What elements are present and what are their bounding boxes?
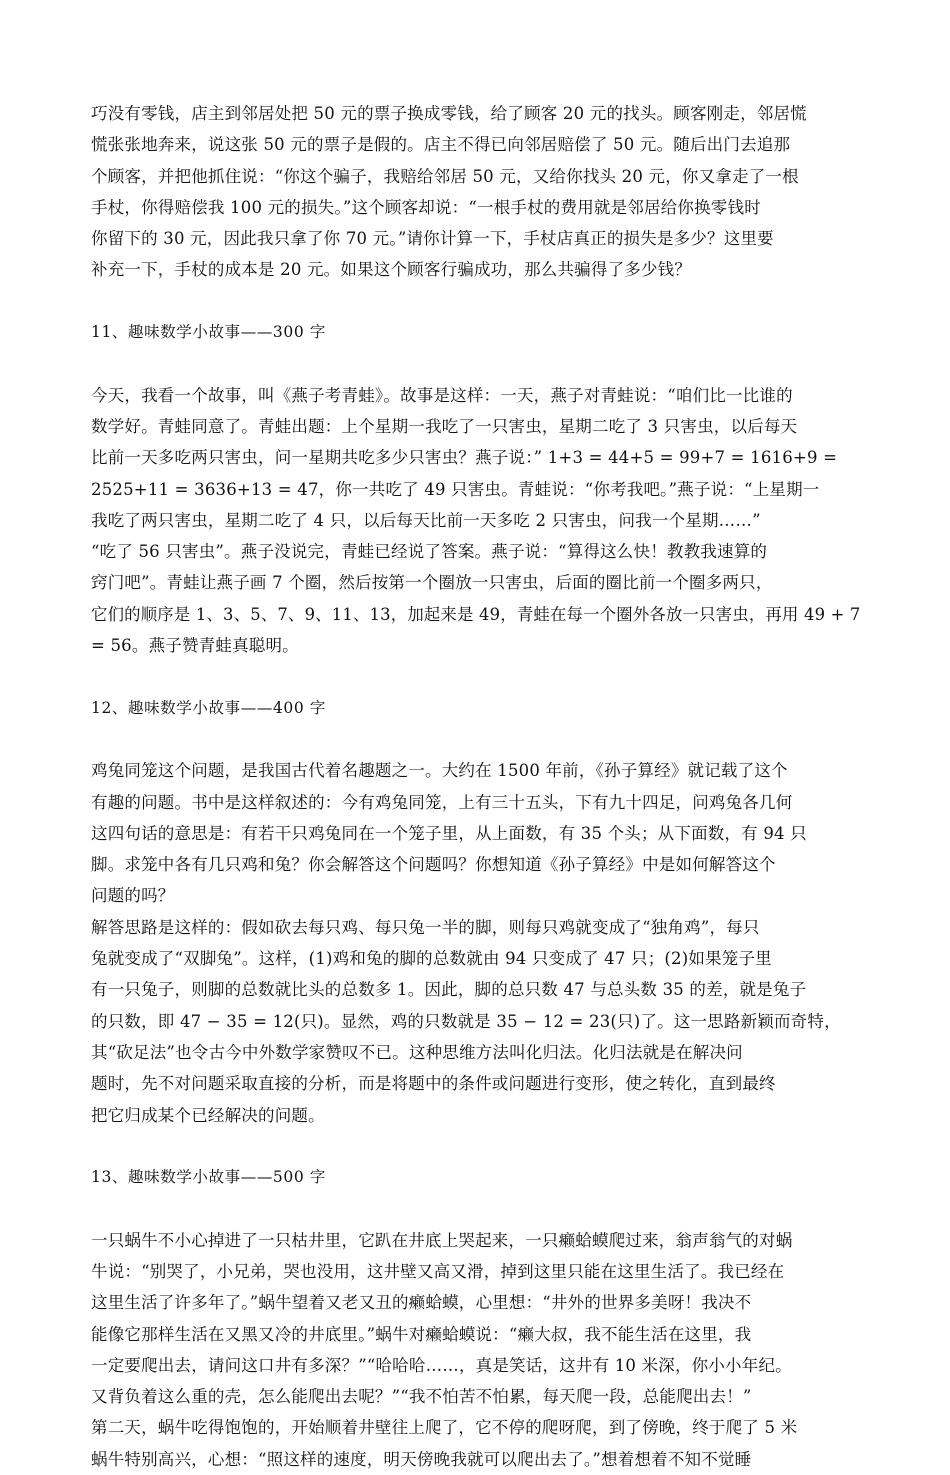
text-line: 我吃了两只害虫，星期二吃了 4 只，以后每天比前一天多吃 2 只害虫，问我一个星期……” <box>91 510 761 530</box>
text-line: 鸡兔同笼这个问题，是我国古代着名趣题之一。大约在 1500 年前，《孙子算经》就记载了这个 <box>91 761 788 781</box>
text-line: 比前一天多吃两只害虫，问一星期共吃多少只害虫？燕子说：” 1+3 = 44+5 = 99+7 = 1616+9 = <box>91 448 838 468</box>
text-line: 蜗牛特别高兴，心想：“照这样的速度，明天傍晚我就可以爬出去了。”想着想着不知不觉睡 <box>91 1449 752 1469</box>
text-line: 其“砍足法”也令古今中外数学家赞叹不已。这种思维方法叫化归法。化归法就是在解决问 <box>91 1042 743 1062</box>
text-line: 2525+11 = 3636+13 = 47，你一共吃了 49 只害虫。青蛙说：“你考我吧。”燕子说：“上星期一 <box>91 479 820 499</box>
text-line: 问题的吗？ <box>91 886 175 906</box>
text-line: 慌张张地奔来，说这张 50 元的票子是假的。店主不得已向邻居赔偿了 50 元。随后出门去追那 <box>91 135 791 155</box>
text-line: 个顾客，并把他抓住说：“你这个骗子，我赔给邻居 50 元，又给你找头 20 元，你又拿走了一根 <box>91 166 799 186</box>
text-line: 手杖，你得赔偿我 100 元的损失。”这个顾客却说：“一根手杖的费用就是邻居给你换零钱时 <box>91 197 761 217</box>
text-line: 一定要爬出去，请问这口井有多深？”“哈哈哈……，真是笑话，这井有 10 米深，你小小年纪。 <box>91 1355 792 1375</box>
section-heading-12: 12、趣味数学小故事——400 字 <box>91 698 326 717</box>
text-line: 牛说：“别哭了，小兄弟，哭也没用，这井壁又高又滑，掉到这里只能在这里生活了。我已经在 <box>91 1261 785 1281</box>
text-line: 数学好。青蛙同意了。青蛙出题：上个星期一我吃了一只害虫，星期二吃了 3 只害虫，以后每天 <box>91 416 798 436</box>
text-line: 把它归成某个已经解决的问题。 <box>91 1105 325 1125</box>
section-heading-13: 13、趣味数学小故事——500 字 <box>91 1168 326 1187</box>
paragraph-swallow-frog-story <box>91 380 861 662</box>
spacer <box>91 1131 861 1162</box>
section-heading-11: 11、趣味数学小故事——300 字 <box>91 323 326 342</box>
text-line: 的只数，即 47 − 35 = 12(只)。显然，鸡的只数就是 35 − 12 = 23(只)了。这一思路新颖而奇特， <box>91 1011 841 1031</box>
text-line: 巧没有零钱，店主到邻居处把 50 元的票子换成零钱，给了顾客 20 元的找头。顾客刚走，邻居慌 <box>91 104 807 123</box>
text-line: 这里生活了许多年了。”蜗牛望着又老又丑的癞蛤蟆，心里想：“井外的世界多美呀！我决不 <box>91 1293 752 1313</box>
text-line: 你留下的 30 元，因此我只拿了你 70 元。”请你计算一下，手杖店真正的损失是多少？这里要 <box>91 229 774 249</box>
spacer <box>91 724 861 755</box>
spacer <box>91 348 861 379</box>
text-line: 兔就变成了“双脚兔”。这样，(1)鸡和兔的脚的总数就由 94 只变成了 47 只；(2)如果笼子里 <box>91 949 772 969</box>
text-line: 补充一下，手杖的成本是 20 元。如果这个顾客行骗成功，那么共骗得了多少钱？ <box>91 260 692 280</box>
text-line: = 56。燕子赞青蛙真聪明。 <box>91 636 299 656</box>
paragraph-cane-shop-story <box>91 98 861 286</box>
spacer <box>91 286 861 317</box>
text-line: 题时，先不对问题采取直接的分析，而是将题中的条件或问题进行变形，使之转化，直到最终 <box>91 1074 776 1094</box>
text-line: 又背负着这么重的壳，怎么能爬出去呢？”“我不怕苦不怕累，每天爬一段，总能爬出去！” <box>91 1387 752 1407</box>
text-line: “吃了 56 只害虫”。燕子没说完，青蛙已经说了答案。燕子说：“算得这么快！教教我速算的 <box>91 542 768 562</box>
paragraph-snail-well-story <box>91 1225 861 1475</box>
text-line: 窍门吧”。青蛙让燕子画 7 个圈，然后按第一个圈放一只害虫，后面的圈比前一个圈多两只， <box>91 573 773 593</box>
text-line: 解答思路是这样的：假如砍去每只鸡、每只兔一半的脚，则每只鸡就变成了“独角鸡”，每只 <box>91 917 760 937</box>
text-line: 这四句话的意思是：有若干只鸡兔同在一个笼子里，从上面数，有 35 个头；从下面数，有 94 只 <box>91 823 807 843</box>
text-line: 今天，我看一个故事，叫《燕子考青蛙》。故事是这样：一天，燕子对青蛙说：“咱们比一比谁的 <box>91 385 793 405</box>
spacer <box>91 661 861 692</box>
paragraph-chicken-rabbit-story <box>91 755 861 1131</box>
text-line: 第二天，蜗牛吃得饱饱的，开始顺着井壁往上爬了，它不停的爬呀爬，到了傍晚，终于爬了 5 米 <box>91 1418 798 1438</box>
text-line: 一只蜗牛不小心掉进了一只枯井里，它趴在井底上哭起来，一只癞蛤蟆爬过来，翁声翁气的对蜗 <box>91 1230 793 1250</box>
text-line: 能像它那样生活在又黑又冷的井底里。”蜗牛对癞蛤蟆说：“癞大叔，我不能生活在这里，我 <box>91 1324 752 1344</box>
text-line: 有趣的问题。书中是这样叙述的：今有鸡兔同笼，上有三十五头，下有九十四足，问鸡兔各几何 <box>91 792 793 812</box>
spacer <box>91 1193 861 1224</box>
text-line: 脚。求笼中各有几只鸡和兔？你会解答这个问题吗？你想知道《孙子算经》中是如何解答这个 <box>91 855 776 875</box>
text-line: 有一只兔子，则脚的总数就比头的总数多 1。因此，脚的总只数 47 与总头数 35 的差，就是兔子 <box>91 980 807 1000</box>
text-line: 它们的顺序是 1、3、5、7、9、11、13，加起来是 49，青蛙在每一个圈外各放一只害虫，再用 49 + 7 <box>91 604 861 624</box>
document-body <box>91 98 861 1475</box>
